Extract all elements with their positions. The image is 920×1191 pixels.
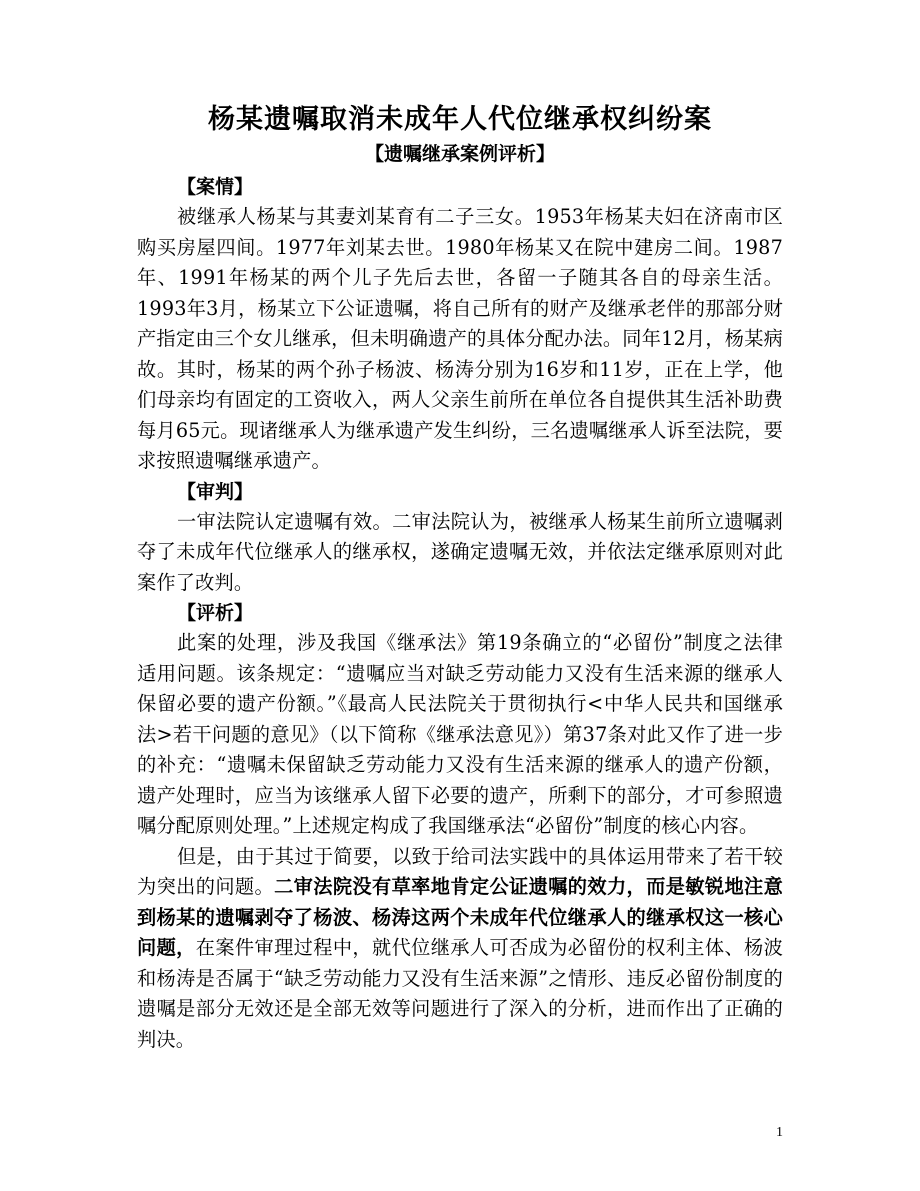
analysis-paragraph-2-start: 但是，由于其过于简要，以致于给司法实践中的具体运用带来了若干较为突出的问题。: [137, 844, 783, 898]
analysis-paragraph-2-end: 在案件审理过程中，就代位继承人可否成为必留份的权利主体、杨波和杨涛是否属于“缺乏劳动能力又没有生活来源”之情形、违反必留份制度的遗嘱是部分无效还是全部无效等问题进行了深入的分析，进而作出了正确的判决。: [137, 936, 783, 1051]
page-number: 1: [776, 1125, 783, 1140]
judgment-heading: 【审判】: [177, 480, 254, 503]
case-facts-heading: 【案情】: [177, 176, 254, 198]
analysis-paragraph-2-emphasis: 二审法院没有草率地肯定公证遗嘱的效力，而是敏锐地注意到杨某的遗嘱剥夺了杨波、杨涛这两个未成年代位继承人的继承权这一核心问题，: [137, 875, 783, 959]
document-subtitle: 【遗嘱继承案例评析】: [364, 143, 555, 165]
case-facts-paragraph: 被继承人杨某与其妻刘某育有二子三女。1953年杨某夫妇在济南市区购买房屋四间。1977年刘某去世。1980年杨某又在院中建房二间。1987年、1991年杨某的两个儿子先后去世，各留一子随其各自的母亲生活。1993年3月，杨某立下公证遗嘱，将自己所有的财产及继承老伴的那部分财产指定由三个女儿继承，但未明确遗产的具体分配办法。同年12月，杨某病故。其时，杨某的两个孙子杨波、杨涛分别为16岁和11岁，正在上学，他们母亲均有固定的工资收入，两人父亲生前所在单位各自提供其生活补助费每月65元。现诸继承人为继承遗产发生纠纷，三名遗嘱继承人诉至法院，要求按照遗嘱继承遗产。: [137, 205, 783, 472]
document-page: [137, 100, 783, 1055]
analysis-paragraph-2: [137, 842, 783, 1056]
document-title: 杨某遗嘱取消未成年人代位继承权纠纷案: [208, 104, 712, 135]
analysis-paragraph-1: 此案的处理，涉及我国《继承法》第19条确立的“必留份”制度之法律适用问题。该条规定：“遗嘱应当对缺乏劳动能力又没有生活来源的继承人保留必要的遗产份额。”《最高人民法院关于贯彻执行<中华人民共和国继承法>若干问题的意见》（以下简称《继承法意见》）第37条对此又作了进一步的补充：“遗嘱未保留缺乏劳动能力又没有生活来源的继承人的遗产份额，遗产处理时，应当为该继承人留下必要的遗产，所剩下的部分，才可参照遗嘱分配原则处理。”上述规定构成了我国继承法“必留份”制度的核心内容。: [137, 631, 783, 837]
judgment-paragraph: 一审法院认定遗嘱有效。二审法院认为，被继承人杨某生前所立遗嘱剥夺了未成年代位继承人的继承权，遂确定遗嘱无效，并依法定继承原则对此案作了改判。: [137, 509, 783, 594]
analysis-heading: 【评析】: [177, 602, 254, 624]
